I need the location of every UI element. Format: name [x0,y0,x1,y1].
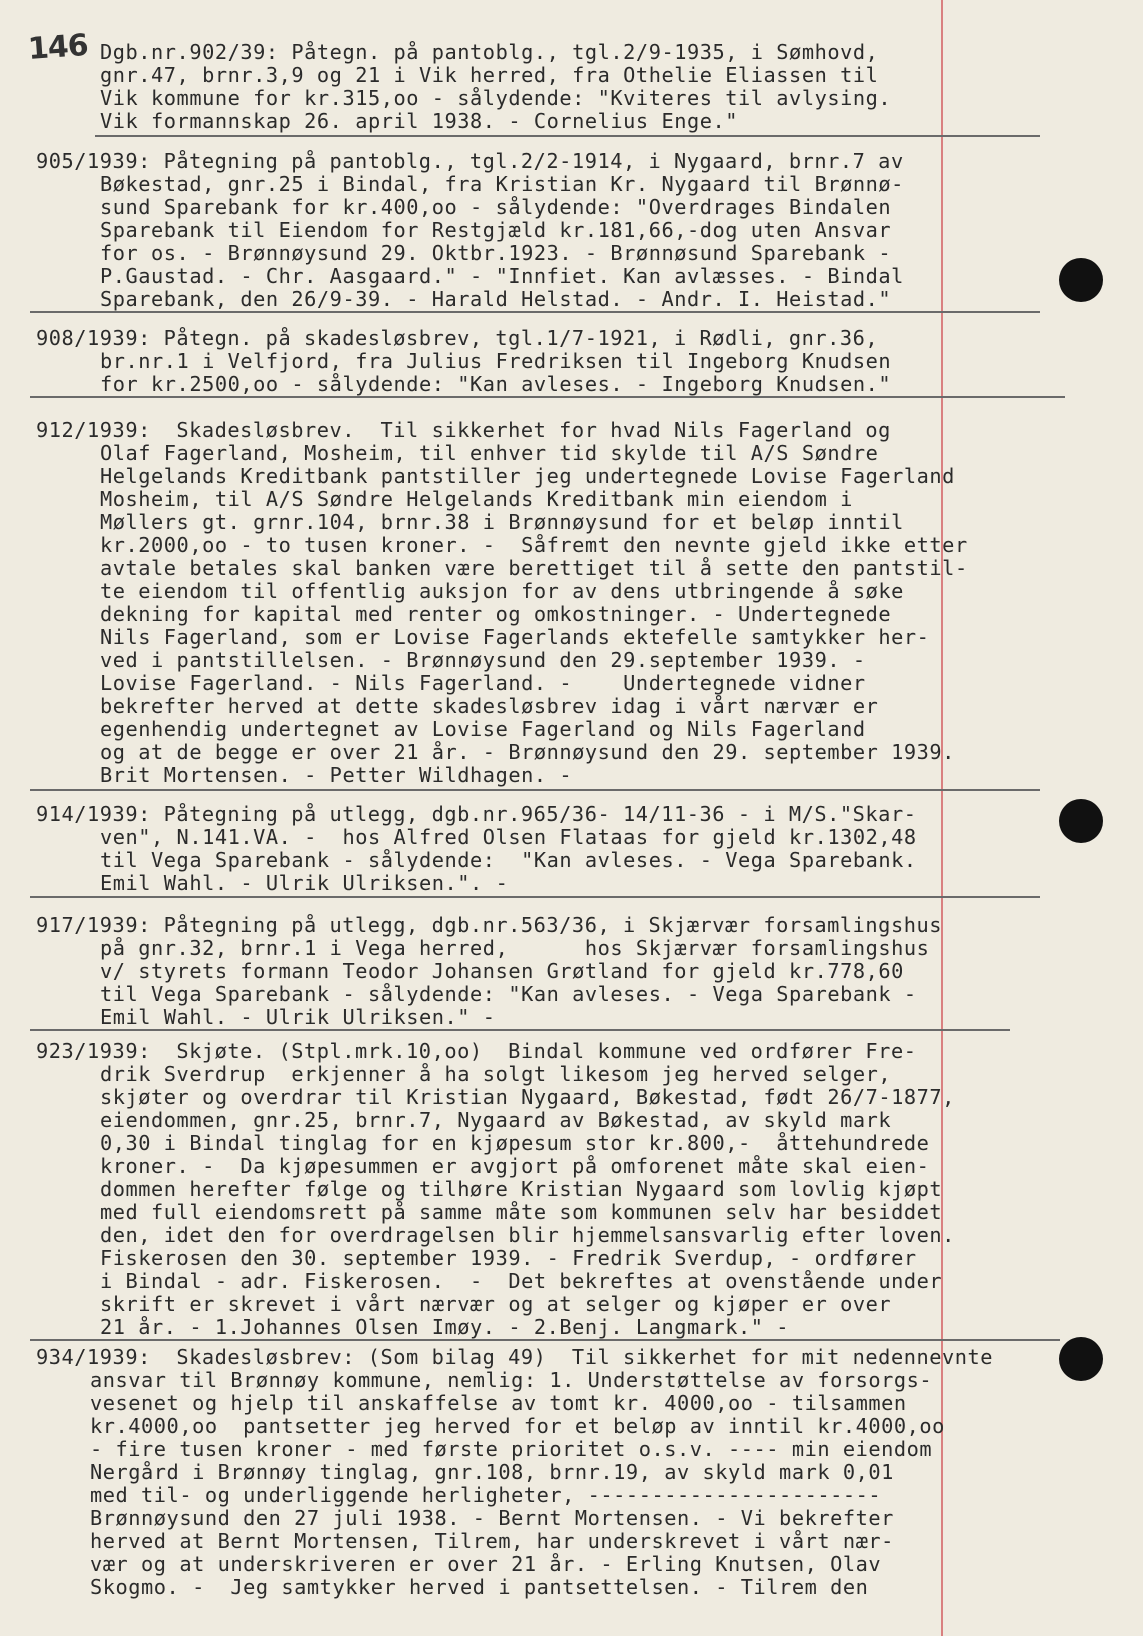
entry-line: på gnr.32, brnr.1 i Vega herred, hos Skjærvær forsamlingshus [100,936,930,960]
entry-line: ansvar til Brønnøy kommune, nemlig: 1. Understøttelse av forsorgs- [90,1368,933,1392]
entry-line: herved at Bernt Mortensen, Tilrem, har underskrevet i vårt nær- [90,1529,894,1553]
entry-line: Skogmo. - Jeg samtykker herved i pantsettelsen. - Tilrem den [90,1575,869,1599]
entry-line: den, idet den for overdragelsen blir hjemmelsansvarlig efter loven. [100,1223,955,1247]
entry-line: Nergård i Brønnøy tinglag, gnr.108, brnr.19, av skyld mark 0,01 [90,1460,894,1484]
entry-line: i Bindal - adr. Fiskerosen. - Det bekreftes at ovenstående under [100,1269,943,1293]
entry-line: Vik kommune for kr.315,oo - sålydende: "Kviteres til avlysing. [100,86,892,110]
entry-line: Sparebank til Eiendom for Restgjæld kr.181,66,-dog uten Ansvar [100,218,892,242]
entry-line: Emil Wahl. - Ulrik Ulriksen.". - [100,871,509,895]
entry-line: Møllers gt. grnr.104, brnr.38 i Brønnøysund for et beløp inntil [100,510,904,534]
entry-line: kr.4000,oo pantsetter jeg herved for et beløp av inntil kr.4000,oo [90,1414,945,1438]
entry-line: til Vega Sparebank - sålydende: "Kan avleses. - Vega Sparebank. [100,848,917,872]
punch-hole [1059,799,1103,843]
entry-line: Nils Fagerland, som er Lovise Fagerlands ektefelle samtykker her- [100,625,930,649]
entry-line: kr.2000,oo - to tusen kroner. - Såfremt den nevnte gjeld ikke etter [100,533,968,557]
entry-line: Sparebank, den 26/9-39. - Harald Helstad. - Andr. I. Heistad." [100,287,892,311]
punch-hole [1059,258,1103,302]
entry-line: vesenet og hjelp til anskaffelse av tomt kr. 4000,oo - tilsammen [90,1391,907,1415]
entry-line: te eiendom til offentlig auksjon for av dens utbringende å søke [100,579,904,603]
entry-divider [30,1339,1060,1341]
entry-line: drik Sverdrup erkjenner å ha solgt likesom jeg herved selger, [100,1062,892,1086]
entry-line: 21 år. - 1.Johannes Olsen Imøy. - 2.Benj. Langmark." - [100,1315,790,1339]
entry-line: Brønnøysund den 27 juli 1938. - Bernt Mortensen. - Vi bekrefter [90,1506,894,1530]
entry-line: Bøkestad, gnr.25 i Bindal, fra Kristian Kr. Nygaard til Brønnø- [100,172,904,196]
entry-line: Dgb.nr.902/39: Påtegn. på pantoblg., tgl.2/9-1935, i Sømhovd, [100,40,879,64]
entry-line: bekrefter herved at dette skadesløsbrev idag i vårt nærvær er [100,694,879,718]
entry-divider [30,789,1040,791]
margin-line [941,0,943,1636]
entry-line: ved i pantstillelsen. - Brønnøysund den 29.september 1939. - [100,648,866,672]
entry-line: for os. - Brønnøysund 29. Oktbr.1923. - Brønnøsund Sparebank - [100,241,892,265]
entry-line: Olaf Fagerland, Mosheim, til enhver tid skylde til A/S Søndre [100,441,879,465]
entry-divider [95,135,1040,137]
entry-line: sund Sparebank for kr.400,oo - sålydende: "Overdrages Bindalen [100,195,892,219]
entry-line: Vik formannskap 26. april 1938. - Cornelius Enge." [100,109,739,133]
entry-line: 914/1939: Påtegning på utlegg, dgb.nr.965/36- 14/11-36 - i M/S."Skar- [36,802,917,826]
entry-line: skjøter og overdrar til Kristian Nygaard, Bøkestad, født 26/7-1877, [100,1085,955,1109]
entry-line: 923/1939: Skjøte. (Stpl.mrk.10,oo) Bindal kommune ved ordfører Fre- [36,1039,917,1063]
page-number: 146 [26,27,89,68]
entry-line: med full eiendomsrett på samme måte som kommunen selv har besiddet [100,1200,943,1224]
entry-line: skrift er skrevet i vårt nærvær og at selger og kjøper er over [100,1292,892,1316]
entry-divider [30,896,1040,898]
entry-line: kroner. - Da kjøpesummen er avgjort på omforenet måte skal eien- [100,1154,930,1178]
entry-line: avtale betales skal banken være berettiget til å sette den pantstil- [100,556,968,580]
entry-line: eiendommen, gnr.25, brnr.7, Nygaard av Bøkestad, av skyld mark [100,1108,892,1132]
entry-line: Helgelands Kreditbank pantstiller jeg undertegnede Lovise Fagerland [100,464,955,488]
entry-line: dekning for kapital med renter og omkostninger. - Undertegnede [100,602,892,626]
entry-divider [30,311,1040,313]
entry-line: og at de begge er over 21 år. - Brønnøysund den 29. september 1939. [100,740,955,764]
entry-line: 934/1939: Skadesløsbrev: (Som bilag 49) Til sikkerhet for mit nedennevnte [36,1345,994,1369]
punch-hole [1059,1337,1103,1381]
entry-line: 0,30 i Bindal tinglag for en kjøpesum stor kr.800,- åttehundrede [100,1131,930,1155]
entry-line: 908/1939: Påtegn. på skadesløsbrev, tgl.1/7-1921, i Rødli, gnr.36, [36,326,879,350]
entry-line: - fire tusen kroner - med første prioritet o.s.v. ---- min eiendom [90,1437,933,1461]
entry-line: P.Gaustad. - Chr. Aasgaard." - "Innfiet. Kan avlæsses. - Bindal [100,264,904,288]
entry-line: for kr.2500,oo - sålydende: "Kan avleses. - Ingeborg Knudsen." [100,372,892,396]
entry-line: br.nr.1 i Velfjord, fra Julius Fredriksen til Ingeborg Knudsen [100,349,892,373]
entry-line: 912/1939: Skadesløsbrev. Til sikkerhet for hvad Nils Fagerland og [36,418,891,442]
entry-line: Lovise Fagerland. - Nils Fagerland. - Undertegnede vidner [100,671,866,695]
entry-line: 917/1939: Påtegning på utlegg, dgb.nr.563/36, i Skjærvær forsamlingshus [36,913,942,937]
entry-line: dommen herefter følge og tilhøre Kristian Nygaard som lovlig kjøpt [100,1177,943,1201]
entry-line: ven", N.141.VA. - hos Alfred Olsen Flataas for gjeld kr.1302,48 [100,825,917,849]
entry-line: Mosheim, til A/S Søndre Helgelands Kreditbank min eiendom i [100,487,853,511]
entry-line: Emil Wahl. - Ulrik Ulriksen." - [100,1005,496,1029]
entry-line: v/ styrets formann Teodor Johansen Grøtland for gjeld kr.778,60 [100,959,904,983]
entry-line: vær og at underskriveren er over 21 år. - Erling Knutsen, Olav [90,1552,882,1576]
entry-line: med til- og underliggende herligheter, ----------------------- [90,1483,882,1507]
entry-line: Brit Mortensen. - Petter Wildhagen. - [100,763,573,787]
entry-line: 905/1939: Påtegning på pantoblg., tgl.2/2-1914, i Nygaard, brnr.7 av [36,149,904,173]
entry-line: gnr.47, brnr.3,9 og 21 i Vik herred, fra Othelie Eliassen til [100,63,879,87]
entry-line: egenhendig undertegnet av Lovise Fagerland og Nils Fagerland [100,717,866,741]
entry-divider [30,396,1065,398]
entry-line: Fiskerosen den 30. september 1939. - Fredrik Sverdup, - ordfører [100,1246,917,1270]
entry-line: til Vega Sparebank - sålydende: "Kan avleses. - Vega Sparebank - [100,982,917,1006]
entry-divider [30,1029,1010,1031]
